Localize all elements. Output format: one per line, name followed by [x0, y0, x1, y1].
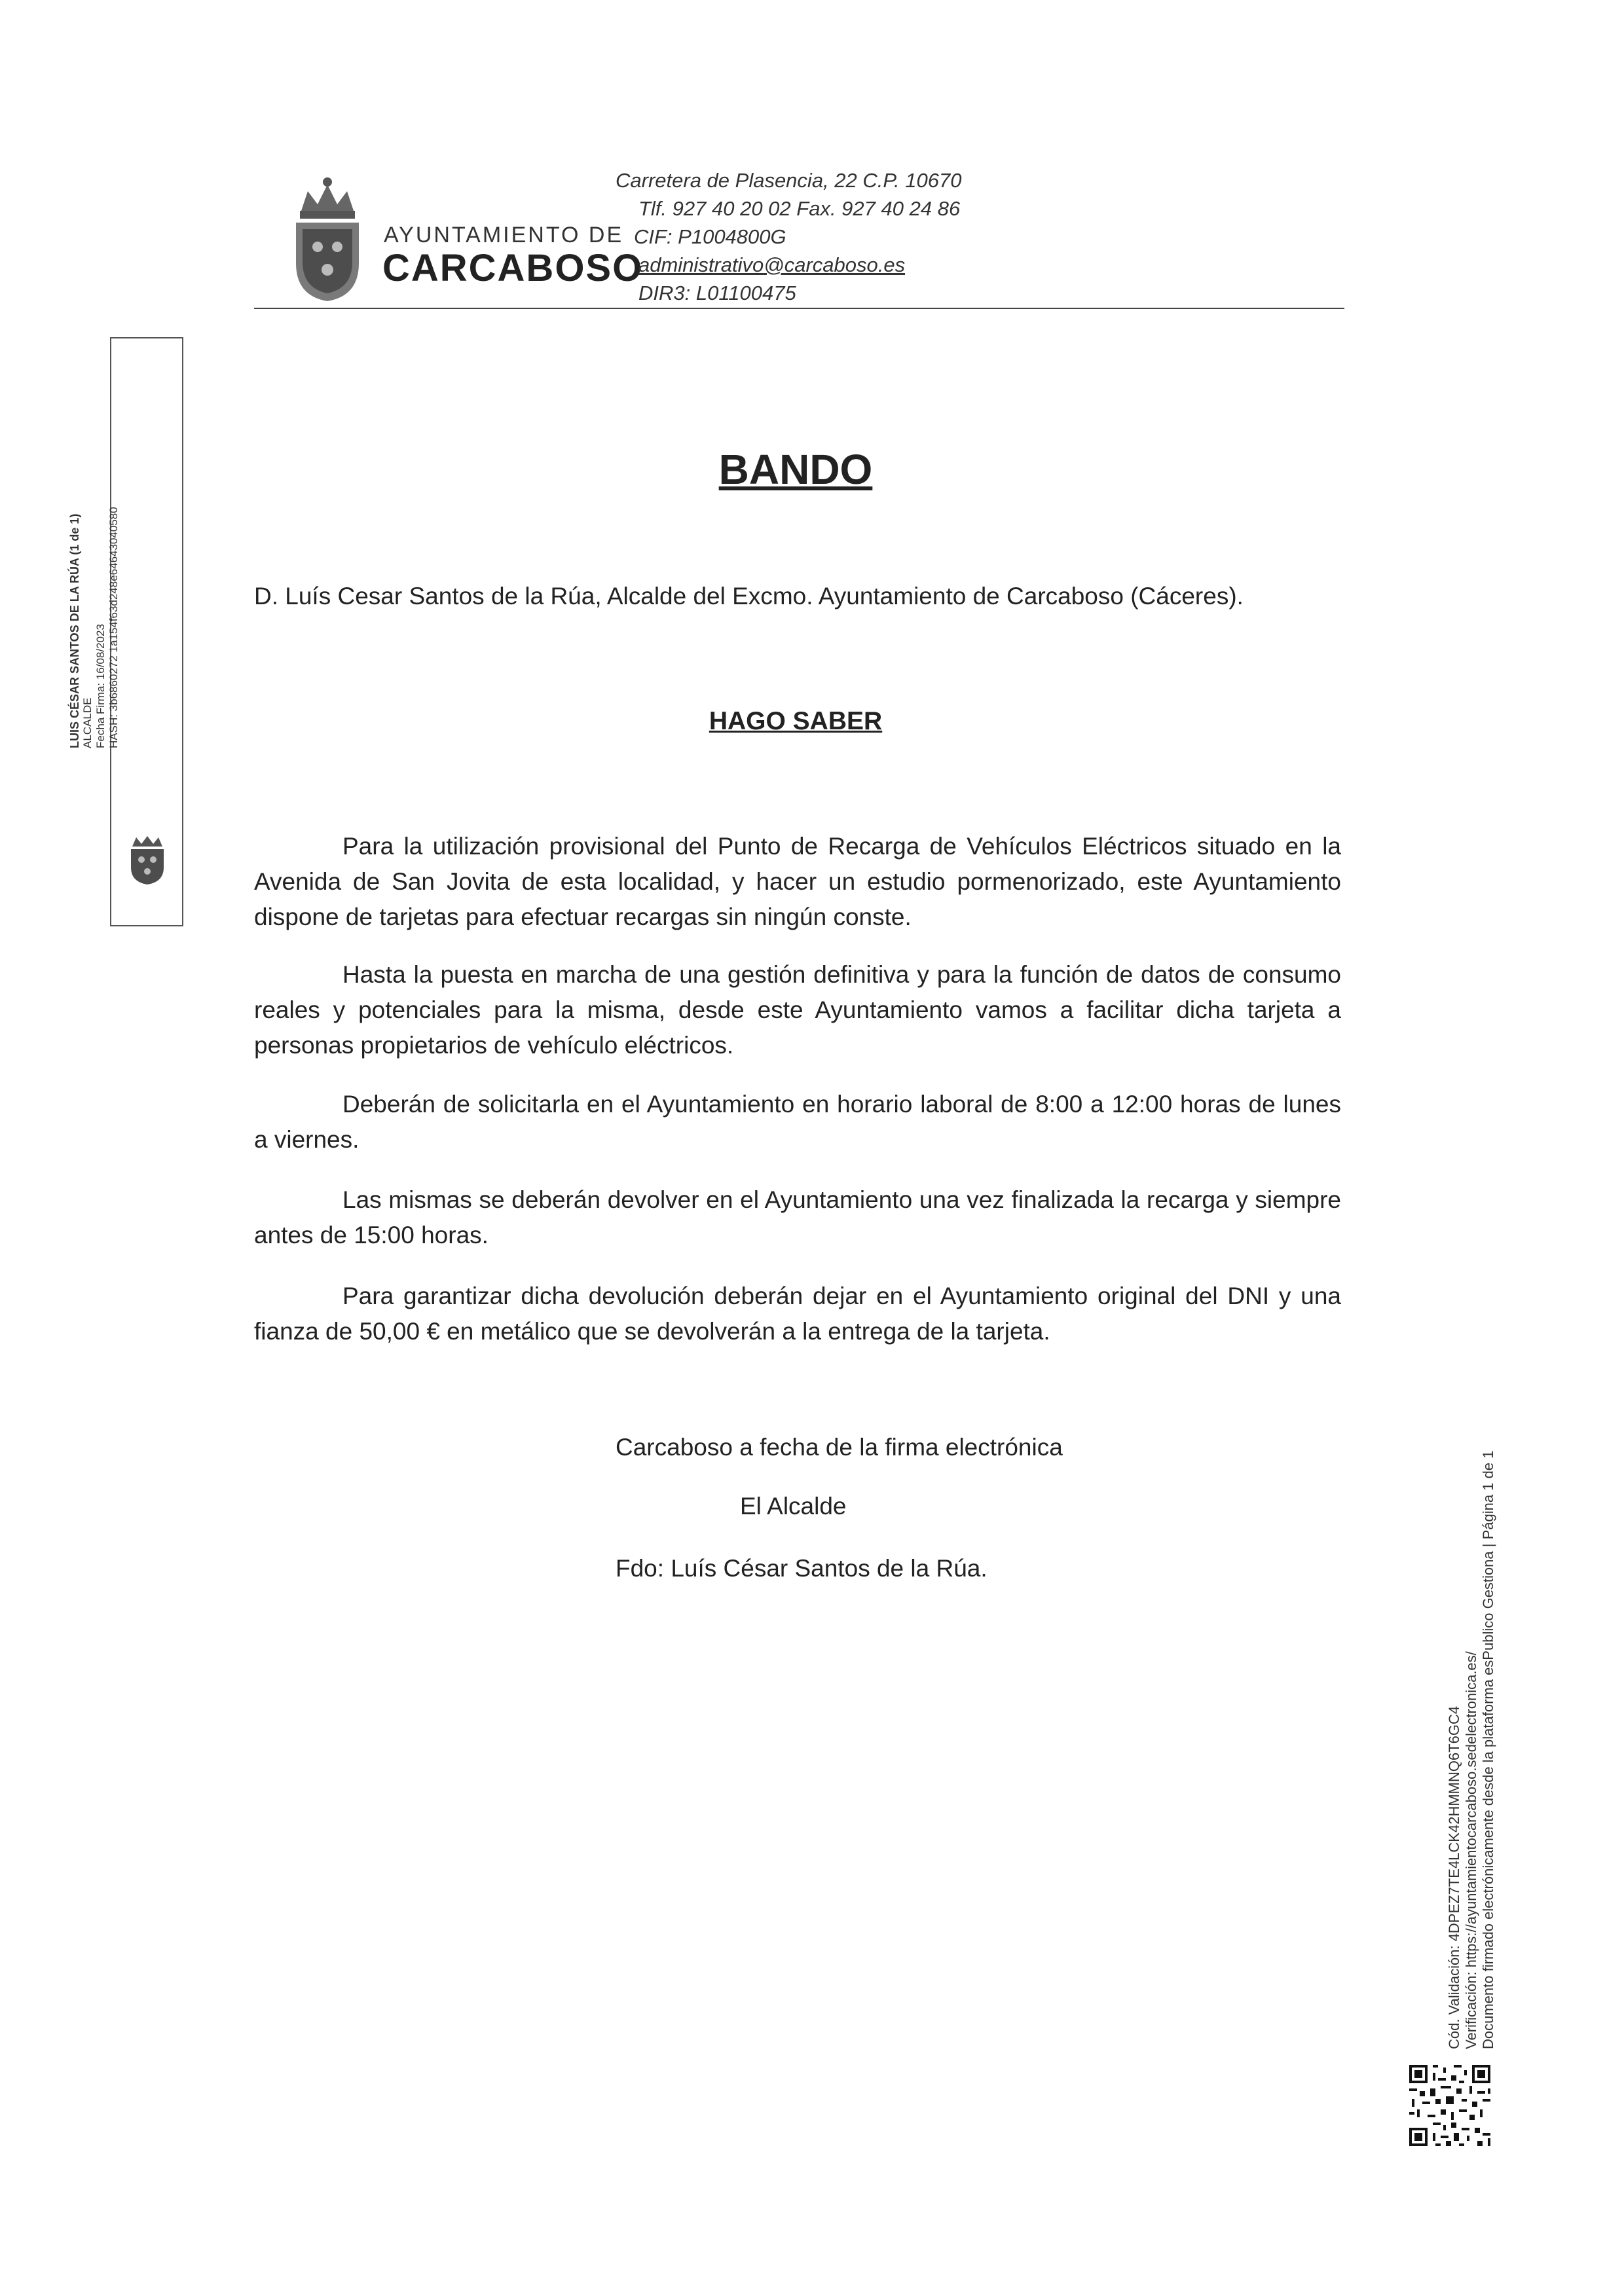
place-date-line: Carcaboso a fecha de la firma electrónica: [616, 1434, 1063, 1461]
signed-by-line: Fdo: Luís César Santos de la Rúa.: [616, 1555, 987, 1582]
validation-strip: [1446, 1451, 1497, 2049]
signature-stamp: [68, 337, 183, 926]
org-name: CARCABOSO: [382, 247, 644, 289]
org-label: AYUNTAMIENTO DE: [384, 223, 624, 247]
stamp-date: Fecha Firma: 16/08/2023: [94, 624, 107, 748]
header-divider: [254, 308, 1344, 309]
section-heading: HAGO SABER: [709, 707, 883, 735]
phone-fax-line: Tlf. 927 40 20 02 Fax. 927 40 24 86: [638, 197, 961, 220]
body-paragraph: Deberán de solicitarla en el Ayuntamiento en horario laboral de 8:00 a 12:00 horas de lunes a viernes.: [254, 1091, 1341, 1153]
address-line: Carretera de Plasencia, 22 C.P. 10670: [616, 169, 962, 192]
document-title: BANDO: [718, 446, 873, 493]
email-link[interactable]: administrativo@carcaboso.es: [638, 253, 906, 276]
body-paragraph: Las mismas se deberán devolver en el Ayuntamiento una vez finalizada la recarga y siempre antes de 15:00 horas.: [254, 1186, 1341, 1248]
qr-code-icon: [1407, 2062, 1493, 2149]
stamp-hash: HASH: 3b6860272 1a154f63d248e64643040580: [107, 507, 120, 748]
stamp-signer: LUIS CÉSAR SANTOS DE LA RÚA (1 de 1): [68, 513, 81, 748]
body-paragraph: Hasta la puesta en marcha de una gestión definitiva y para la función de datos de consumo reales y potenciales para la misma, desde este Ayuntamiento vamos a facilitar dicha tarjeta a personas propietarios de vehículo eléctricos.: [254, 961, 1341, 1059]
dir3-line: DIR3: L01100475: [638, 282, 796, 304]
stamp-crest-icon: [126, 833, 169, 886]
body-paragraph: Para la utilización provisional del Punto de Recarga de Vehículos Eléctricos situado en la Avenida de San Jovita de esta localidad, y hacer un estudio pormenorizado, este Ayuntamiento dispone de tarjetas para efectuar recargas sin ningún conste.: [254, 833, 1341, 930]
validation-note: Documento firmado electrónicamente desde la plataforma esPublico Gestiona | Página 1 de 1: [1480, 1450, 1496, 2049]
validation-url[interactable]: Verificación: https://ayuntamientocarcaboso.sedelectronica.es/: [1463, 1651, 1479, 2049]
validation-code: Cód. Validación: 4DPEZ7TE4LCK42HMMNQ6T6GC4: [1446, 1705, 1462, 2049]
stamp-role: ALCALDE: [81, 697, 94, 748]
signer-title: El Alcalde: [740, 1493, 847, 1520]
intro-line: D. Luís Cesar Santos de la Rúa, Alcalde del Excmo. Ayuntamiento de Carcaboso (Cáceres).: [254, 583, 1244, 610]
coat-of-arms-logo: [288, 172, 367, 302]
cif-line: CIF: P1004800G: [634, 225, 786, 248]
body-paragraph: Para garantizar dicha devolución deberán dejar en el Ayuntamiento original del DNI y una fianza de 50,00 € en metálico que se devolverán a la entrega de la tarjeta.: [254, 1283, 1341, 1345]
